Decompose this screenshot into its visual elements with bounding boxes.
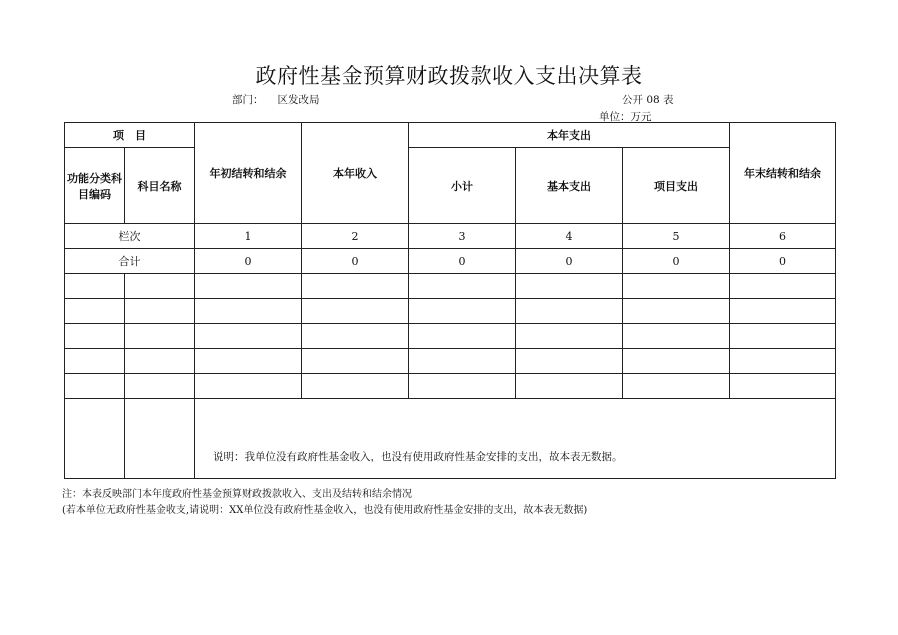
table-row [65, 299, 836, 324]
note-cell [195, 399, 836, 479]
header-income: 本年收入 [302, 123, 409, 224]
table-row-note [65, 399, 836, 479]
table-row [65, 324, 836, 349]
header-subject-name: 科目名称 [125, 148, 195, 224]
department-value: 区发改局 [277, 94, 320, 106]
header-subtotal: 小计 [409, 148, 516, 224]
note-text: 说明：我单位没有政府性基金收入，也没有使用政府性基金安排的支出，故本表无数据。 [213, 451, 623, 463]
footnote-1: 注：本表反映部门本年度政府性基金预算财政拨款收入、支出及结转和结余情况 [62, 489, 412, 500]
department-info [232, 92, 320, 107]
unit-label: 单位：万元 [599, 111, 652, 123]
department-label: 部门： [232, 94, 264, 106]
footnote-2: (若本单位无政府性基金收支,请说明：XX单位没有政府性基金收入，也没有使用政府性基金安排的支出，故本表无数据) [62, 505, 588, 516]
table-row [65, 349, 836, 374]
table-code: 公开 08 表 [622, 94, 674, 106]
table-row [65, 274, 836, 299]
total-cell: 0 [409, 249, 516, 274]
total-cell: 0 [516, 249, 623, 274]
index-cell: 4 [516, 224, 623, 249]
report-table [64, 122, 836, 479]
total-cell: 0 [730, 249, 836, 274]
table-row-index [65, 224, 836, 249]
row-index-label: 栏次 [65, 224, 195, 249]
page-title: 政府性基金预算财政拨款收入支出决算表 [255, 64, 643, 88]
header-end-balance: 年末结转和结余 [730, 123, 836, 224]
index-cell: 6 [730, 224, 836, 249]
header-item-group: 项 目 [65, 123, 195, 148]
index-cell: 5 [623, 224, 730, 249]
total-cell: 0 [623, 249, 730, 274]
header-begin-balance: 年初结转和结余 [195, 123, 302, 224]
header-expense-group: 本年支出 [409, 123, 730, 148]
index-cell: 1 [195, 224, 302, 249]
row-total-label: 合计 [65, 249, 195, 274]
index-cell: 3 [409, 224, 516, 249]
total-cell: 0 [195, 249, 302, 274]
total-cell: 0 [302, 249, 409, 274]
table-row [65, 374, 836, 399]
header-project-expense: 项目支出 [623, 148, 730, 224]
header-func-code: 功能分类科目编码 [65, 148, 125, 224]
index-cell: 2 [302, 224, 409, 249]
table-row-total [65, 249, 836, 274]
header-basic-expense: 基本支出 [516, 148, 623, 224]
